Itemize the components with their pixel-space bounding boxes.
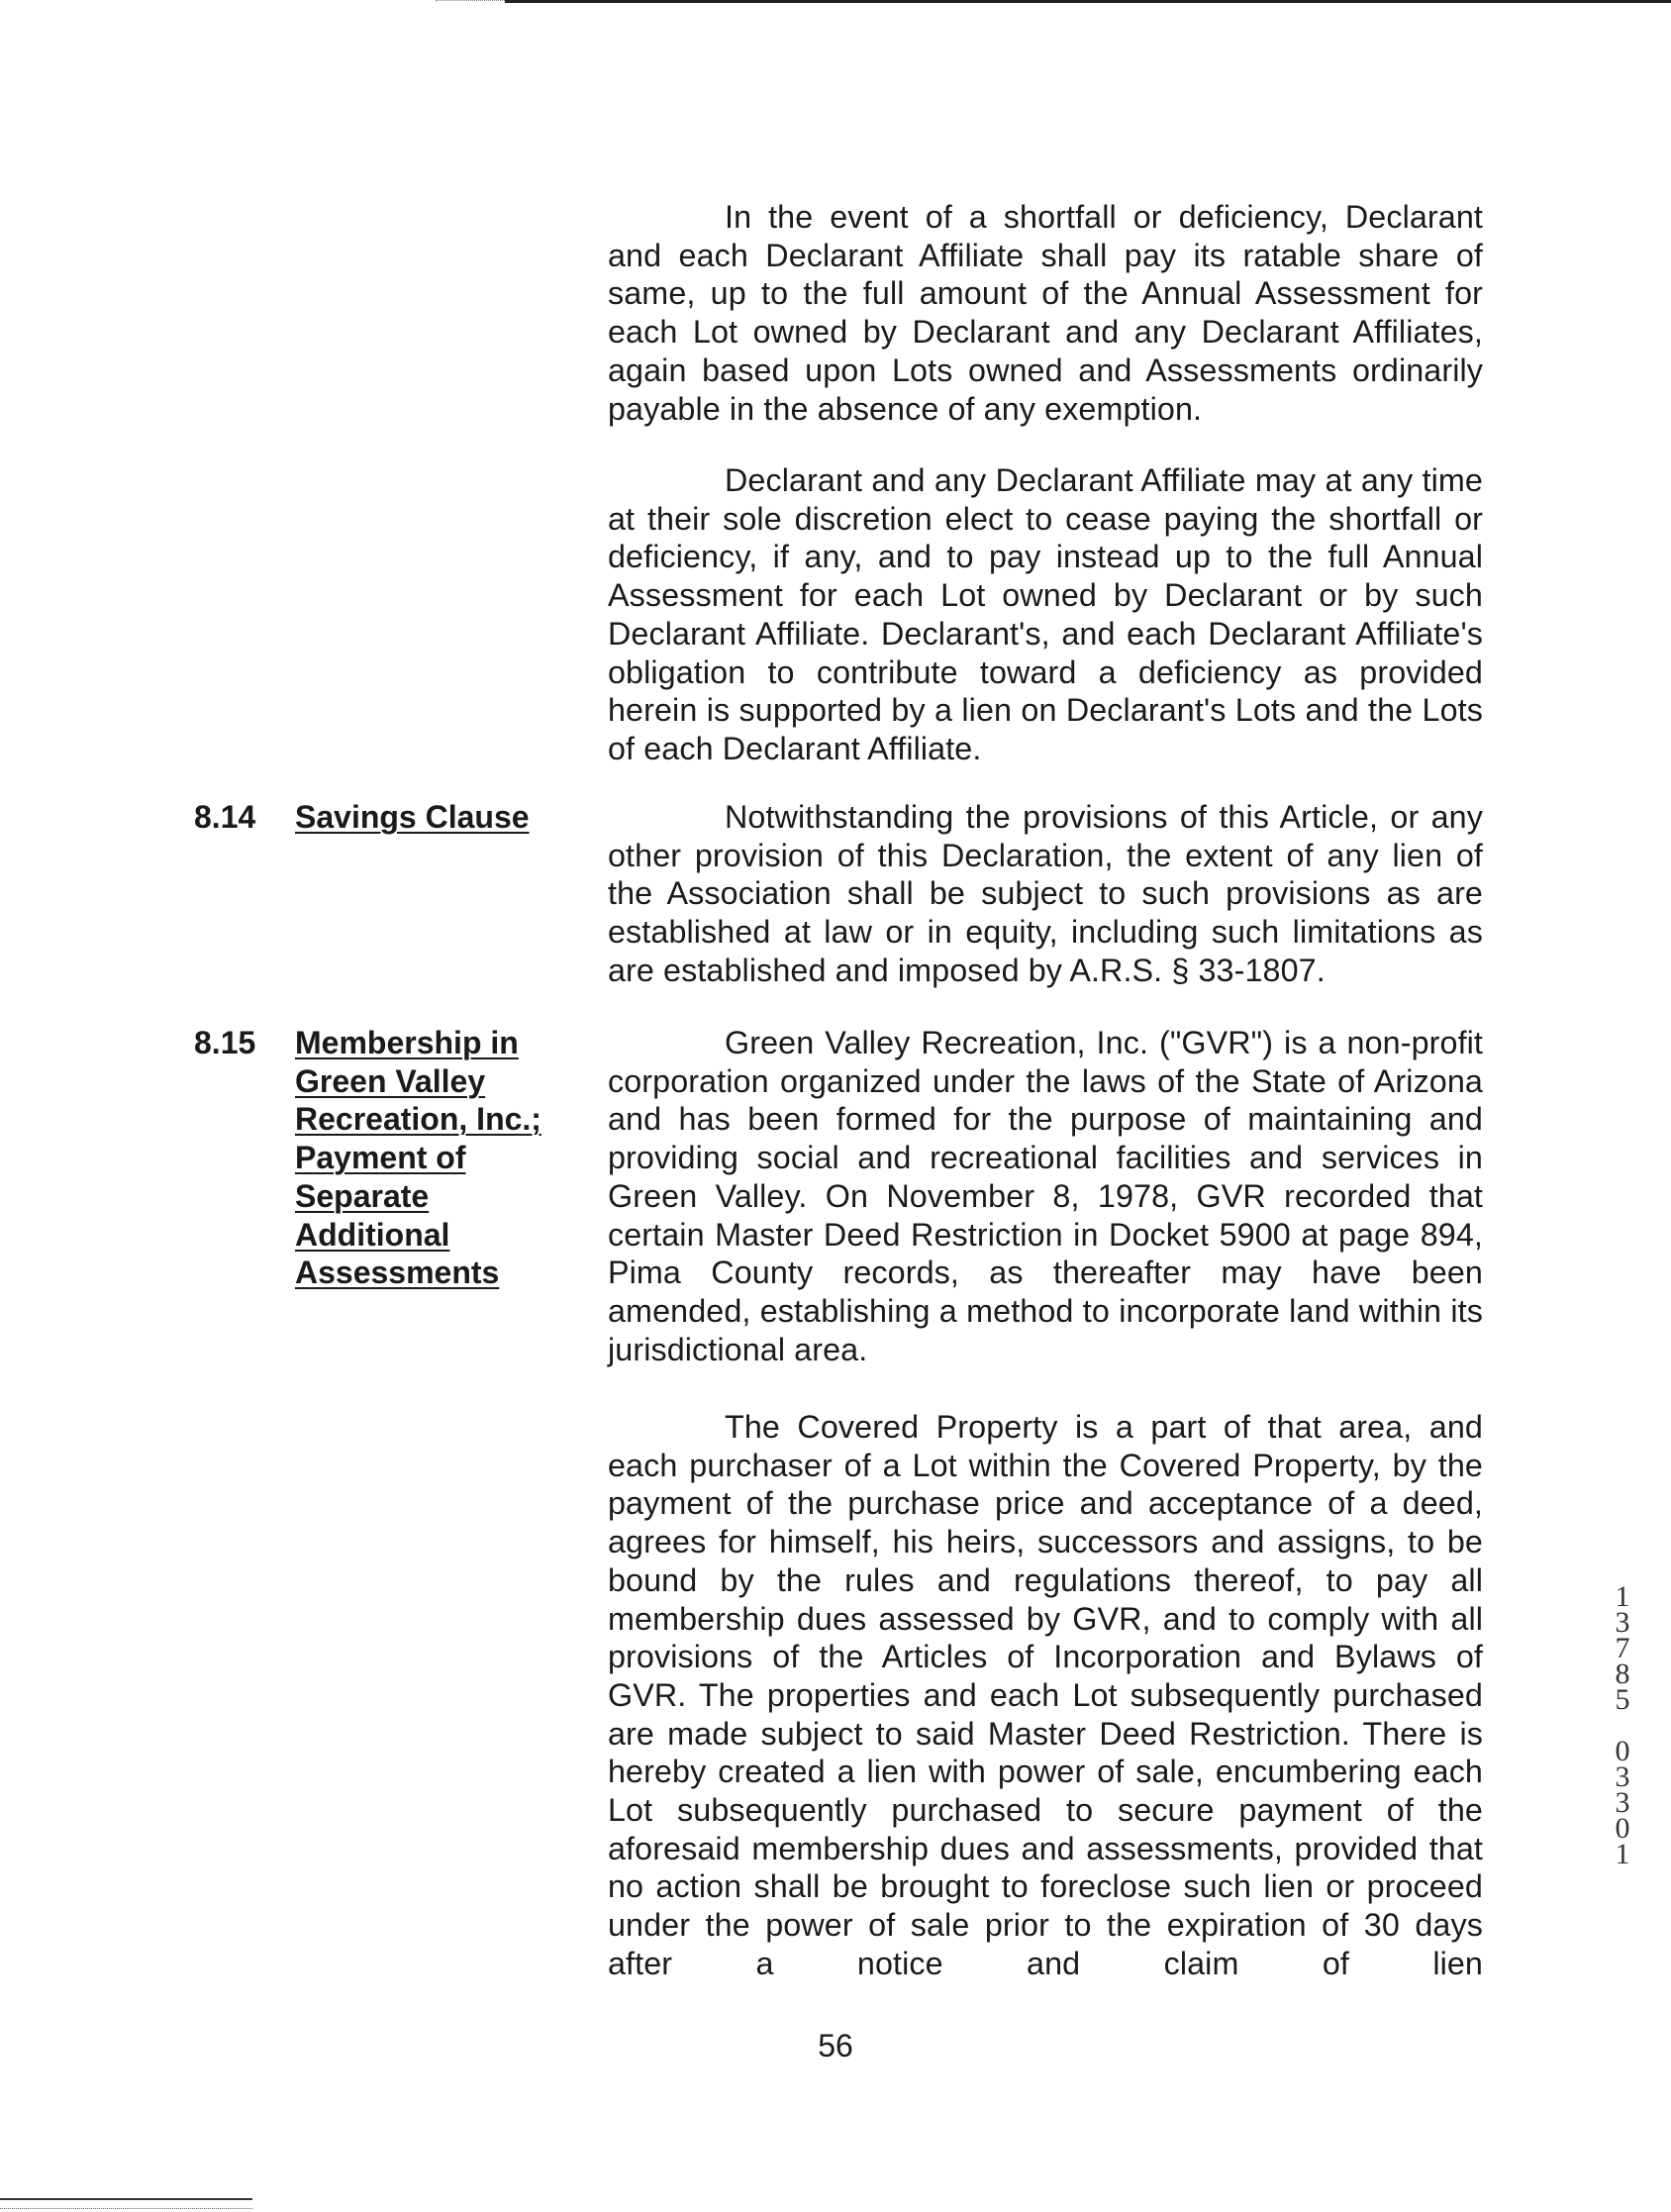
- paragraph-shortfall: In the event of a shortfall or deficiency, Declarant and each Declarant Affiliate shall pay its ratable share of same, up to the full amount of the Annual Assessment for each Lot owned by Declarant and any Declarant Affiliates, again based upon Lots owned and Assessments ordinarily payable in the absence of any exemption.: [608, 199, 1483, 427]
- scan-edge-dots-bottom: [0, 2208, 252, 2210]
- section-number-8-14: 8.14: [194, 799, 256, 835]
- section-number-8-15: 8.15: [194, 1025, 256, 1060]
- paragraph-savings-clause: Notwithstanding the provisions of this Article, or any other provision of this Declaration, the extent of any lien of the Association shall be subject to such provisions as are established at law or in equity, including such limitations as are established and imposed by A.R.S. § 33-1807.: [608, 799, 1483, 988]
- paragraph-covered-property: The Covered Property is a part of that area, and each purchaser of a Lot within the Covered Property, by the payment of the purchase price and acceptance of a deed, agrees for himself, his heirs, successors and assigns, to be bound by the rules and regulations thereof, to pay all membership dues assessed by GVR, and to comply with all provisions of the Articles of Incorporation and Bylaws of GVR. The properties and each Lot subsequently purchased are made subject to said Master Deed Restriction. There is hereby created a lien with power of sale, encumbering each Lot subsequently purchased to secure payment of the aforesaid membership dues and assessments, provided that no action shall be brought to foreclose such lien or proceed under the power of sale prior to the expiration of 30 days after a notice and claim of lien: [608, 1409, 1483, 1981]
- page-number: 56: [818, 2028, 853, 2063]
- section-title-gvr-membership: Membership in Green Valley Recreation, Inc.; Payment of Separate Additional Assessments: [295, 1025, 541, 1291]
- paragraph-cease-paying: Declarant and any Declarant Affiliate may at any time at their sole discretion elect to cease paying the shortfall or deficiency, if any, and to pay instead up to the full Annual Assessment for each Lot owned by Declarant or by such Declarant Affiliate. Declarant's, and each Declarant Affiliate's obligation to contribute toward a deficiency as provided herein is supported by a lien on Declarant's Lots and the Lots of each Declarant Affiliate.: [608, 462, 1483, 766]
- scan-edge-dots-top: [436, 0, 505, 2]
- scan-edge-bottom: [0, 2198, 252, 2200]
- section-title-savings-clause: Savings Clause: [295, 799, 530, 835]
- paragraph-gvr-description: Green Valley Recreation, Inc. ("GVR") is a non-profit corporation organized under the laws of the State of Arizona and has been formed for the purpose of maintaining and providing social and recreational facilities and services in Green Valley. On November 8, 1978, GVR recorded that certain Master Deed Restriction in Docket 5900 at page 894, Pima County records, as thereafter may have been amended, establishing a method to incorporate land within its jurisdictional area.: [608, 1025, 1483, 1367]
- recording-stamp: 1 3 7 8 5 0 3 3 0 1: [1615, 1580, 1630, 1870]
- scan-edge-top: [505, 0, 1671, 3]
